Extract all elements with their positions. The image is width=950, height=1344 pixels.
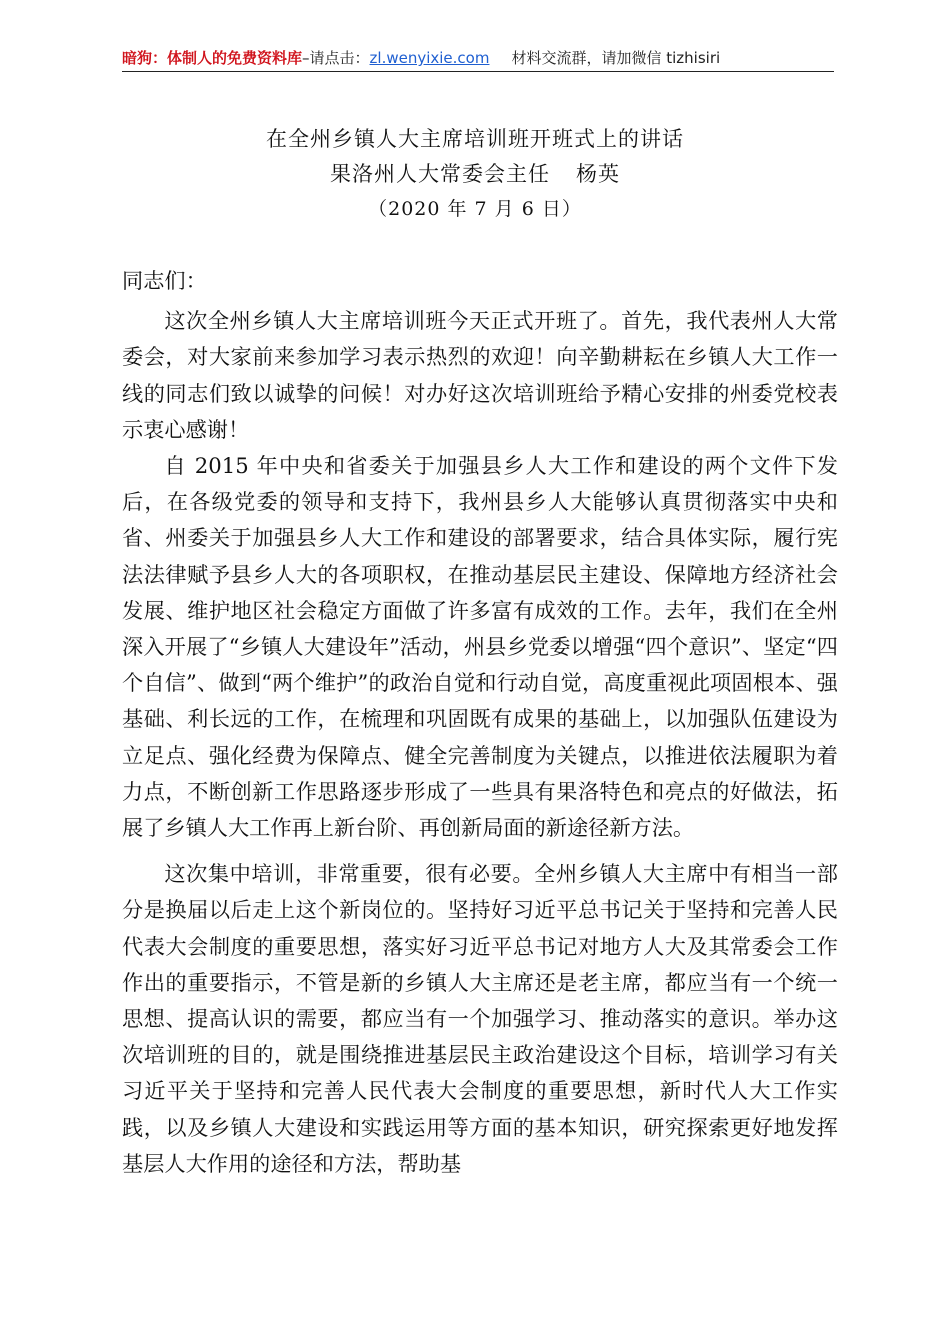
paragraph-3: 这次集中培训，非常重要，很有必要。全州乡镇人大主席中有相当一部分是换届以后走上这个新岗位的。坚持好习近平总书记关于坚持和完善人民代表大会制度的重要思想，落实好习近平总书记对地方人大及其常委会工作作出的重要指示，不管是新的乡镇人大主席还是老主席，都应当有一个统一思想、提高认识的需要，都应当有一个加强学习、推动落实的意识。举办这次培训班的目的，就是围绕推进基层民主政治建设这个目标，培训学习有关习近平关于坚持和完善人民代表大会制度的重要思想，新时代人大工作实践，以及乡镇人大建设和实践运用等方面的基本知识，研究探索更好地发挥基层人大作用的途径和方法，帮助基 <box>122 861 838 1176</box>
salutation: 同志们： <box>122 268 207 293</box>
document-title: 在全州乡镇人大主席培训班开班式上的讲话 <box>266 127 684 151</box>
speech-date: （2020 年 7 月 6 日） <box>368 198 582 220</box>
page-header <box>122 47 828 69</box>
header-group-note: 材料交流群，请加微信 tizhisiri <box>511 49 721 67</box>
speaker-line <box>0 160 950 188</box>
paragraph-2: 自 2015 年中央和省委关于加强县乡人大工作和建设的两个文件下发后，在各级党委的领导和支持下，我州县乡人大能够认真贯彻落实中央和省、州委关于加强县乡人大工作和建设的部署要求，结合具体实际，履行宪法法律赋予县乡人大的各项职权，在推动基层民主建设、保障地方经济社会发展、维护地区社会稳定方面做了许多富有成效的工作。去年，我们在全州深入开展了“乡镇人大建设年”活动，州县乡党委以增强“四个意识”、坚定“四个自信”、做到“两个维护”的政治自觉和行动自觉，高度重视此项固根本、强基础、利长远的工作，在梳理和巩固既有成果的基础上，以加强队伍建设为立足点、强化经费为保障点、健全完善制度为关键点，以推进依法履职为着力点，不断创新工作思路逐步形成了一些具有果洛特色和亮点的好做法，拓展了乡镇人大工作再上新台阶、再创新局面的新途径新方法。 <box>122 453 838 841</box>
header-link[interactable]: zl.wenyixie.com <box>369 49 490 67</box>
header-divider <box>122 71 834 72</box>
header-prompt: –请点击： <box>302 49 370 67</box>
speaker-org: 果洛州人大常委会主任 <box>330 162 550 186</box>
document-body <box>122 263 838 1182</box>
header-brand: 暗狗：体制人的免费资料库 <box>122 49 303 67</box>
paragraph-1: 这次全州乡镇人大主席培训班今天正式开班了。首先，我代表州人大常委会，对大家前来参加学习表示热烈的欢迎！向辛勤耕耘在乡镇人大工作一线的同志们致以诚挚的问候！对办好这次培训班给予精心安排的州委党校表示衷心感谢！ <box>122 308 838 442</box>
speaker-name: 杨英 <box>576 162 620 186</box>
